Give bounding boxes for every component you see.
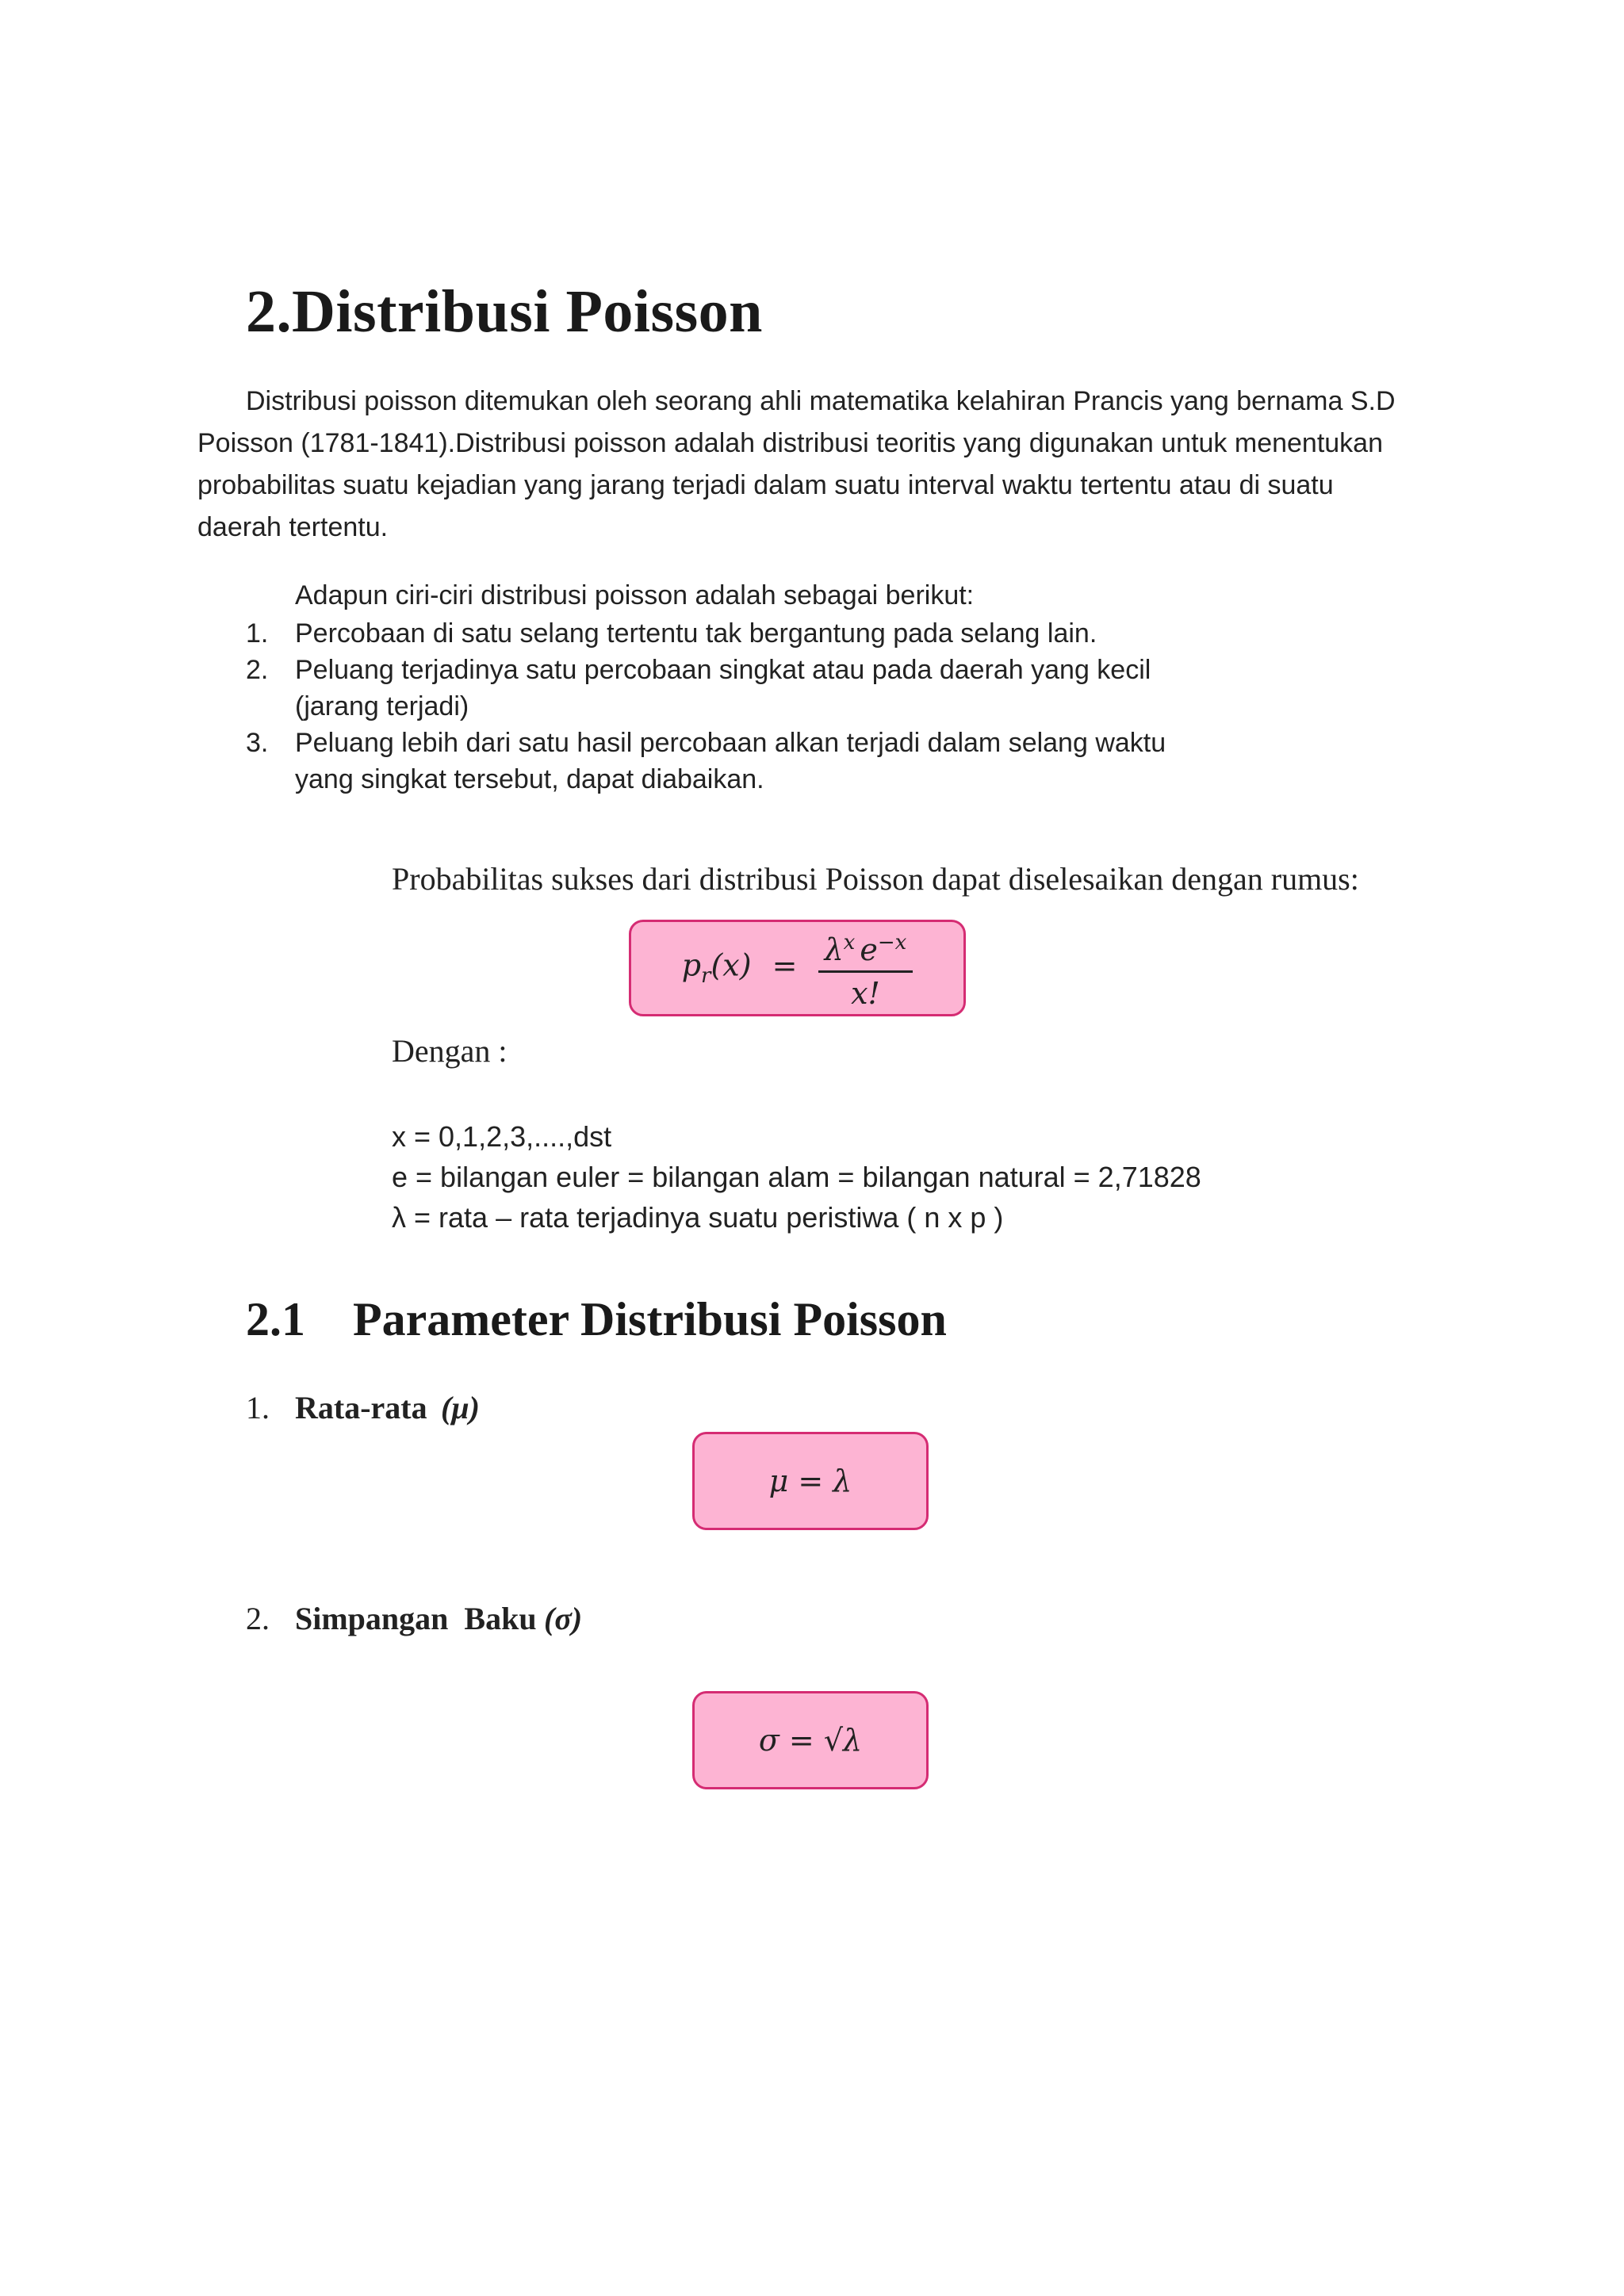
- lambda-symbol: λ: [824, 932, 844, 967]
- formula-box-mean: [692, 1432, 929, 1530]
- list-item-number: 1.: [246, 618, 269, 649]
- list-intro: Adapun ciri-ciri distribusi poisson adalah sebagai berikut:: [295, 580, 975, 610]
- euler-symbol: e: [860, 932, 878, 967]
- list-item-text: Peluang terjadinya satu percobaan singkat atau pada daerah yang kecil: [295, 655, 1151, 685]
- formula-numerator: [818, 925, 914, 973]
- parameter-symbol: (σ): [544, 1601, 583, 1636]
- paragraph-line: daerah tertentu.: [197, 512, 389, 542]
- formula-equals: =: [772, 947, 798, 983]
- formula-box-std: [692, 1691, 929, 1789]
- list-item-text: Percobaan di satu selang tertentu tak bergantung pada selang lain.: [295, 618, 1097, 649]
- formula-fraction: [818, 925, 914, 1011]
- parameters-title: 2.1 Parameter Distribusi Poisson: [246, 1293, 947, 1345]
- paragraph-line: Poisson (1781-1841).Distribusi poisson adalah distribusi teoritis yang digunakan untuk menentukan: [197, 428, 1384, 458]
- parameter-label: Simpangan Baku: [295, 1601, 537, 1636]
- formula-box-poisson: [629, 920, 966, 1016]
- formula-mean: μ = λ: [768, 1464, 852, 1498]
- formula-std: σ = √λ: [758, 1723, 863, 1758]
- paragraph-line: Distribusi poisson ditemukan oleh seorang ahli matematika kelahiran Prancis yang bernama S.D: [246, 386, 1396, 416]
- parameter-symbol: (μ): [441, 1390, 480, 1425]
- paragraph-line: probabilitas suatu kejadian yang jarang terjadi dalam suatu interval waktu tertentu atau di suatu: [197, 470, 1334, 500]
- list-item-number: 2.: [246, 655, 269, 685]
- definition-x: x = 0,1,2,3,....,dst: [392, 1120, 612, 1153]
- definition-lambda: λ = rata – rata terjadinya suatu peristiwa ( n x p ): [392, 1201, 1004, 1234]
- list-item-text: yang singkat tersebut, dapat diabaikan.: [295, 764, 764, 794]
- formula-poisson: [682, 925, 914, 1011]
- formula-lhs-arg: (x): [710, 947, 752, 983]
- parameter-number: 1.: [246, 1390, 270, 1425]
- probability-text: Probabilitas sukses dari distribusi Poisson dapat diselesaikan dengan rumus:: [392, 861, 1359, 897]
- section-title: 2.Distribusi Poisson: [246, 278, 763, 345]
- list-item-text: Peluang lebih dari satu hasil percobaan alkan terjadi dalam selang waktu: [295, 728, 1166, 758]
- parameter-label: Rata-rata: [295, 1390, 427, 1425]
- definition-e: e = bilangan euler = bilangan alam = bilangan natural = 2,71828: [392, 1161, 1201, 1193]
- dengan-label: Dengan :: [392, 1033, 508, 1069]
- formula-lhs-p: p: [681, 947, 702, 983]
- list-item-text: (jarang terjadi): [295, 691, 469, 721]
- parameter-number: 2.: [246, 1601, 270, 1636]
- formula-lhs-sub: r: [701, 964, 711, 989]
- list-item-number: 3.: [246, 728, 269, 758]
- formula-denominator: x!: [851, 975, 880, 1011]
- numerator-exponent-negx: −x: [877, 931, 907, 955]
- numerator-exponent-x: x: [843, 931, 856, 955]
